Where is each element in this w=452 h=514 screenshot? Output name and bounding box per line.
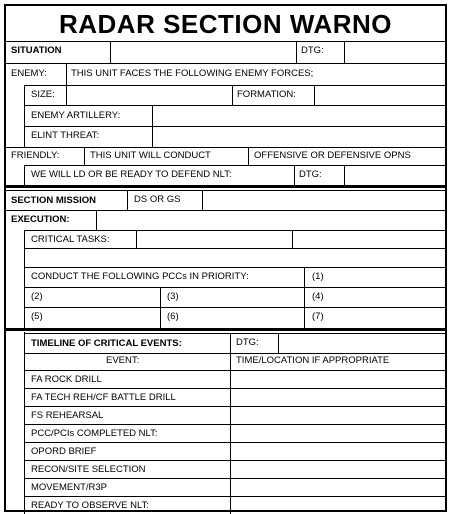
rule [304,267,305,328]
enemy-formation-field[interactable] [315,86,445,104]
event-label: READY TO OBSERVE NLT: [31,500,149,511]
pcc-item-2[interactable]: (2) [31,291,43,302]
ld-dtg-field[interactable] [345,166,445,184]
section-mission-field[interactable] [203,191,445,209]
rule [66,63,67,85]
enemy-size-field[interactable] [67,86,232,104]
friendly-conduct: THIS UNIT WILL CONDUCT [90,150,211,161]
rule [24,267,445,268]
pcc-priority-label: CONDUCT THE FOLLOWING PCCs IN PRIORITY: [31,271,249,282]
rule [84,147,85,165]
situation-dtg-field[interactable] [345,42,445,62]
event-time-field[interactable] [231,443,445,459]
rule [24,332,25,514]
enemy-artillery-label: ENEMY ARTILLERY: [31,110,121,121]
event-time-field[interactable] [231,389,445,405]
friendly-label: FRIENDLY: [11,150,60,161]
rule [6,147,445,148]
pcc-item-4[interactable]: (4) [312,291,324,302]
pcc-item-1[interactable]: (1) [312,271,324,282]
critical-task-field-2[interactable] [293,231,445,247]
time-location-column-header: TIME/LOCATION IF APPROPRIATE [236,355,390,366]
enemy-artillery-field[interactable] [153,106,445,125]
section-divider [6,185,445,188]
event-label: PCC/PCIs COMPLETED NLT: [31,428,158,439]
enemy-description: THIS UNIT FACES THE FOLLOWING ENEMY FORCES; [71,68,314,79]
rule [24,85,25,147]
rule [232,85,233,105]
pcc-item-5[interactable]: (5) [31,311,43,322]
event-label: OPORD BRIEF [31,446,97,457]
event-column-header: EVENT: [106,355,140,366]
critical-task-field-1[interactable] [137,231,292,247]
rule [24,353,445,354]
rule [24,230,25,328]
form-title: RADAR SECTION WARNO [58,9,393,39]
elint-threat-field[interactable] [153,127,445,146]
event-label: FA TECH REH/CF BATTLE DRILL [31,392,176,403]
warno-form [4,4,447,512]
event-time-field[interactable] [231,461,445,477]
pcc-item-6[interactable]: (6) [167,311,179,322]
situation-label: SITUATION [11,45,62,56]
rule [248,147,249,165]
event-time-field[interactable] [231,407,445,423]
elint-threat-label: ELINT THREAT: [31,130,100,141]
situation-dtg-label: DTG: [301,45,324,56]
rule [294,165,295,185]
timeline-label: TIMELINE OF CRITICAL EVENTS: [31,338,182,349]
timeline-dtg-field[interactable] [279,334,445,352]
event-time-field[interactable] [231,497,445,513]
rule [24,165,25,185]
event-label: MOVEMENT/R3P [31,482,108,493]
critical-tasks-label: CRITICAL TASKS: [31,234,110,245]
event-label: RECON/SITE SELECTION [31,464,146,475]
rule [296,41,297,63]
section-mission-value: DS OR GS [134,194,181,205]
event-time-field[interactable] [231,371,445,387]
event-time-field[interactable] [231,425,445,441]
enemy-formation-label: FORMATION: [237,89,296,100]
pcc-item-3[interactable]: (3) [167,291,179,302]
event-label: FA ROCK DRILL [31,374,102,385]
event-time-field[interactable] [231,479,445,495]
pcc-item-7[interactable]: (7) [312,311,324,322]
rule [24,287,445,288]
ld-label: WE WILL LD OR BE READY TO DEFEND NLT: [31,169,232,180]
timeline-dtg-label: DTG: [236,337,259,348]
execution-field[interactable] [97,211,445,229]
rule [6,63,445,64]
ld-dtg-label: DTG: [299,169,322,180]
friendly-ops: OFFENSIVE OR DEFENSIVE OPNS [254,150,411,161]
critical-task-field-3[interactable] [25,249,445,266]
execution-label: EXECUTION: [11,214,70,225]
event-label: FS REHEARSAL [31,410,104,421]
section-mission-label: SECTION MISSION [11,195,96,206]
enemy-size-label: SIZE: [31,89,55,100]
rule [127,190,128,210]
enemy-label: ENEMY: [11,68,47,79]
rule [24,307,445,308]
situation-field[interactable] [111,42,296,62]
section-divider [6,328,445,331]
